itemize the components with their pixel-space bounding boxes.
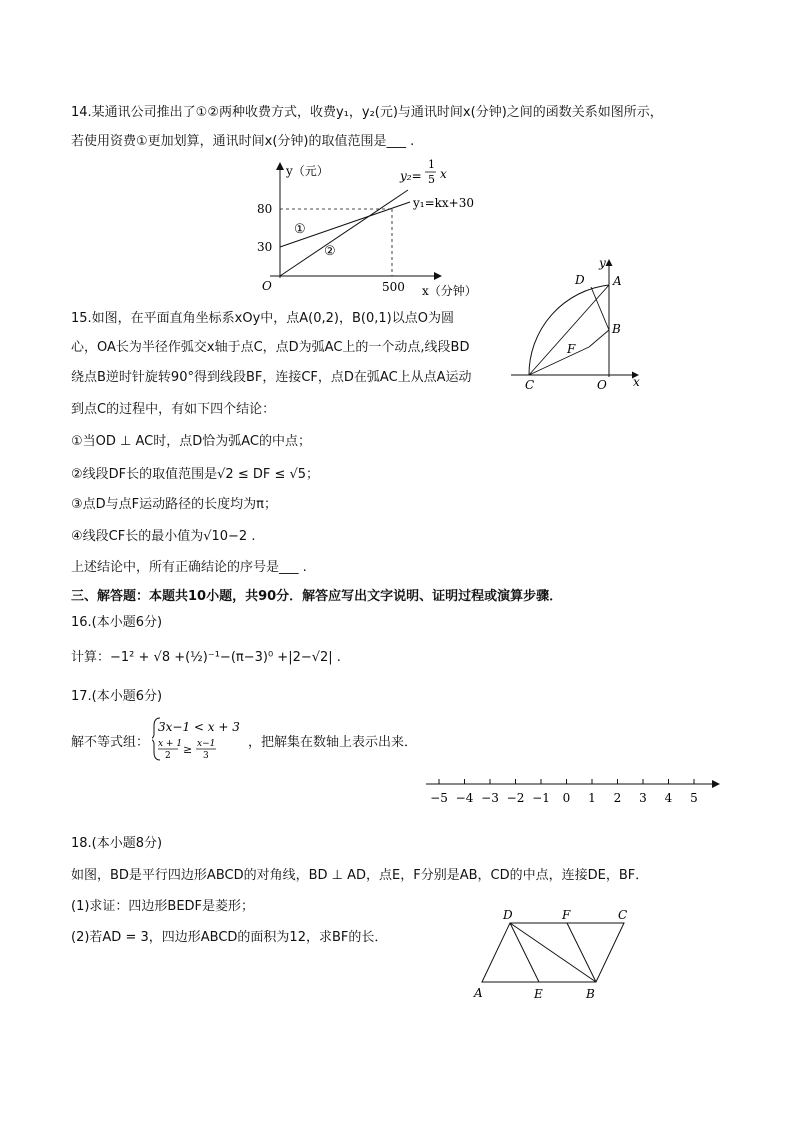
q15-conclusion-2: ②线段DF长的取值范围是√2 ≤ DF ≤ √5； [71, 467, 320, 482]
section-3-heading: 三、解答题：本题共10小题，共90分．解答应写出文字说明、证明过程或演算步骤． [71, 589, 563, 604]
number-line-label: −5 [430, 791, 448, 805]
q17-system [152, 716, 242, 762]
q14-y2-num: 1 [428, 158, 435, 171]
q14-y2-den: 5 [428, 173, 435, 186]
number-line-label: −3 [481, 791, 499, 805]
q14-tick-30: 30 [257, 240, 273, 254]
q15-end: 上述结论中，所有正确结论的序号是___ . [71, 560, 307, 575]
q14-x-label: x（分钟） [422, 284, 477, 298]
q17-suffix: ，把解集在数轴上表示出来． [248, 735, 418, 750]
q16-title: 16.(本小题6分) [71, 615, 163, 630]
q16-text: 计算：−1² + √8 +(½)⁻¹−(π−3)⁰ +|2−√2| . [71, 650, 341, 665]
number-line-label: 5 [690, 791, 698, 805]
q17-number-line [424, 772, 724, 808]
q15-label-o: O [597, 378, 607, 392]
q17-title: 17.(本小题6分) [71, 689, 163, 704]
q15-conclusion-4: ④线段CF长的最小值为√10−2 . [71, 529, 256, 544]
q14-tick-500: 500 [382, 280, 405, 294]
q18-label-e: E [534, 987, 543, 1001]
number-line-label: 0 [562, 791, 571, 805]
q18-line1: 如图，BD是平行四边形ABCD的对角线，BD ⊥ AD，点E，F分别是AB，CD的中点，连接DE，BF． [71, 868, 649, 883]
q14-graph [250, 150, 500, 300]
q14-circle-1: ① [294, 222, 306, 237]
q18-title: 18.(本小题8分) [71, 836, 163, 851]
q15-line1: 15.如图，在平面直角坐标系xOy中，点A(0,2)，B(0,1)以点O为圆 [71, 311, 454, 326]
q18-label-b: B [586, 987, 595, 1001]
number-line-label: −1 [532, 791, 550, 805]
number-line-label: 4 [664, 791, 673, 805]
q15-label-d: D [575, 273, 585, 287]
q17-ineq2-b-num: x−1 [197, 739, 216, 749]
q15-label-x: x [633, 375, 640, 389]
q15-line4: 到点C的过程中，有如下四个结论： [71, 402, 276, 417]
q14-y1-label: y₁=kx+30 [413, 196, 475, 210]
q14-y2-var: x [440, 167, 447, 181]
q15-figure [505, 255, 645, 395]
q14-y2-label: y₂= [400, 169, 422, 183]
q14-origin: O [262, 279, 272, 293]
q14-line1: 14.某通讯公司推出了①②两种收费方式，收费y₁，y₂(元)与通讯时间x(分钟)之间的函数关系如图所示， [71, 105, 663, 120]
q17-ineq2-a-den: 2 [165, 751, 171, 761]
q18-part2: (2)若AD = 3，四边形ABCD的面积为12，求BF的长． [71, 930, 388, 945]
q15-label-c: C [525, 378, 535, 392]
number-line-label: −4 [455, 791, 474, 805]
q17-ineq2-b-den: 3 [203, 751, 209, 761]
q15-line2: 心，OA长为半径作弧交x轴于点C，点D为弧AC上的一个动点,线段BD [71, 340, 470, 355]
q15-label-a: A [613, 274, 622, 288]
q18-figure [470, 905, 640, 1005]
q15-line3: 绕点B逆时针旋转90°得到线段BF，连接CF，点D在弧AC上从点A运动 [71, 370, 472, 385]
svg-text:≥: ≥ [183, 743, 193, 756]
q17-prefix: 解不等式组： [71, 735, 150, 750]
q14-line2: 若使用资费①更加划算，通讯时间x(分钟)的取值范围是___ . [71, 134, 415, 149]
number-line-label: 2 [613, 791, 622, 805]
q18-label-d: D [503, 908, 513, 922]
q14-tick-80: 80 [257, 202, 273, 216]
number-line-label: 1 [588, 791, 596, 805]
q15-label-b: B [612, 322, 621, 336]
q14-y-label: y（元） [286, 164, 329, 178]
q14-circle-2: ② [324, 244, 336, 259]
q15-label-f: F [567, 342, 576, 356]
number-line-label: −2 [506, 791, 525, 805]
q18-part1: (1)求证：四边形BEDF是菱形； [71, 899, 255, 914]
q15-label-y: y [599, 256, 606, 270]
q17-ineq2-a-num: x + 1 [158, 739, 183, 749]
q18-label-c: C [618, 908, 628, 922]
q15-conclusion-3: ③点D与点F运动路径的长度均为π； [71, 497, 277, 512]
q17-ineq1: 3x−1 < x + 3 [158, 720, 240, 734]
q15-conclusion-1: ①当OD ⊥ AC时，点D恰为弧AC的中点； [71, 434, 311, 449]
number-line-label: 3 [639, 791, 647, 805]
q18-label-f: F [562, 908, 571, 922]
q18-label-a: A [474, 986, 483, 1000]
